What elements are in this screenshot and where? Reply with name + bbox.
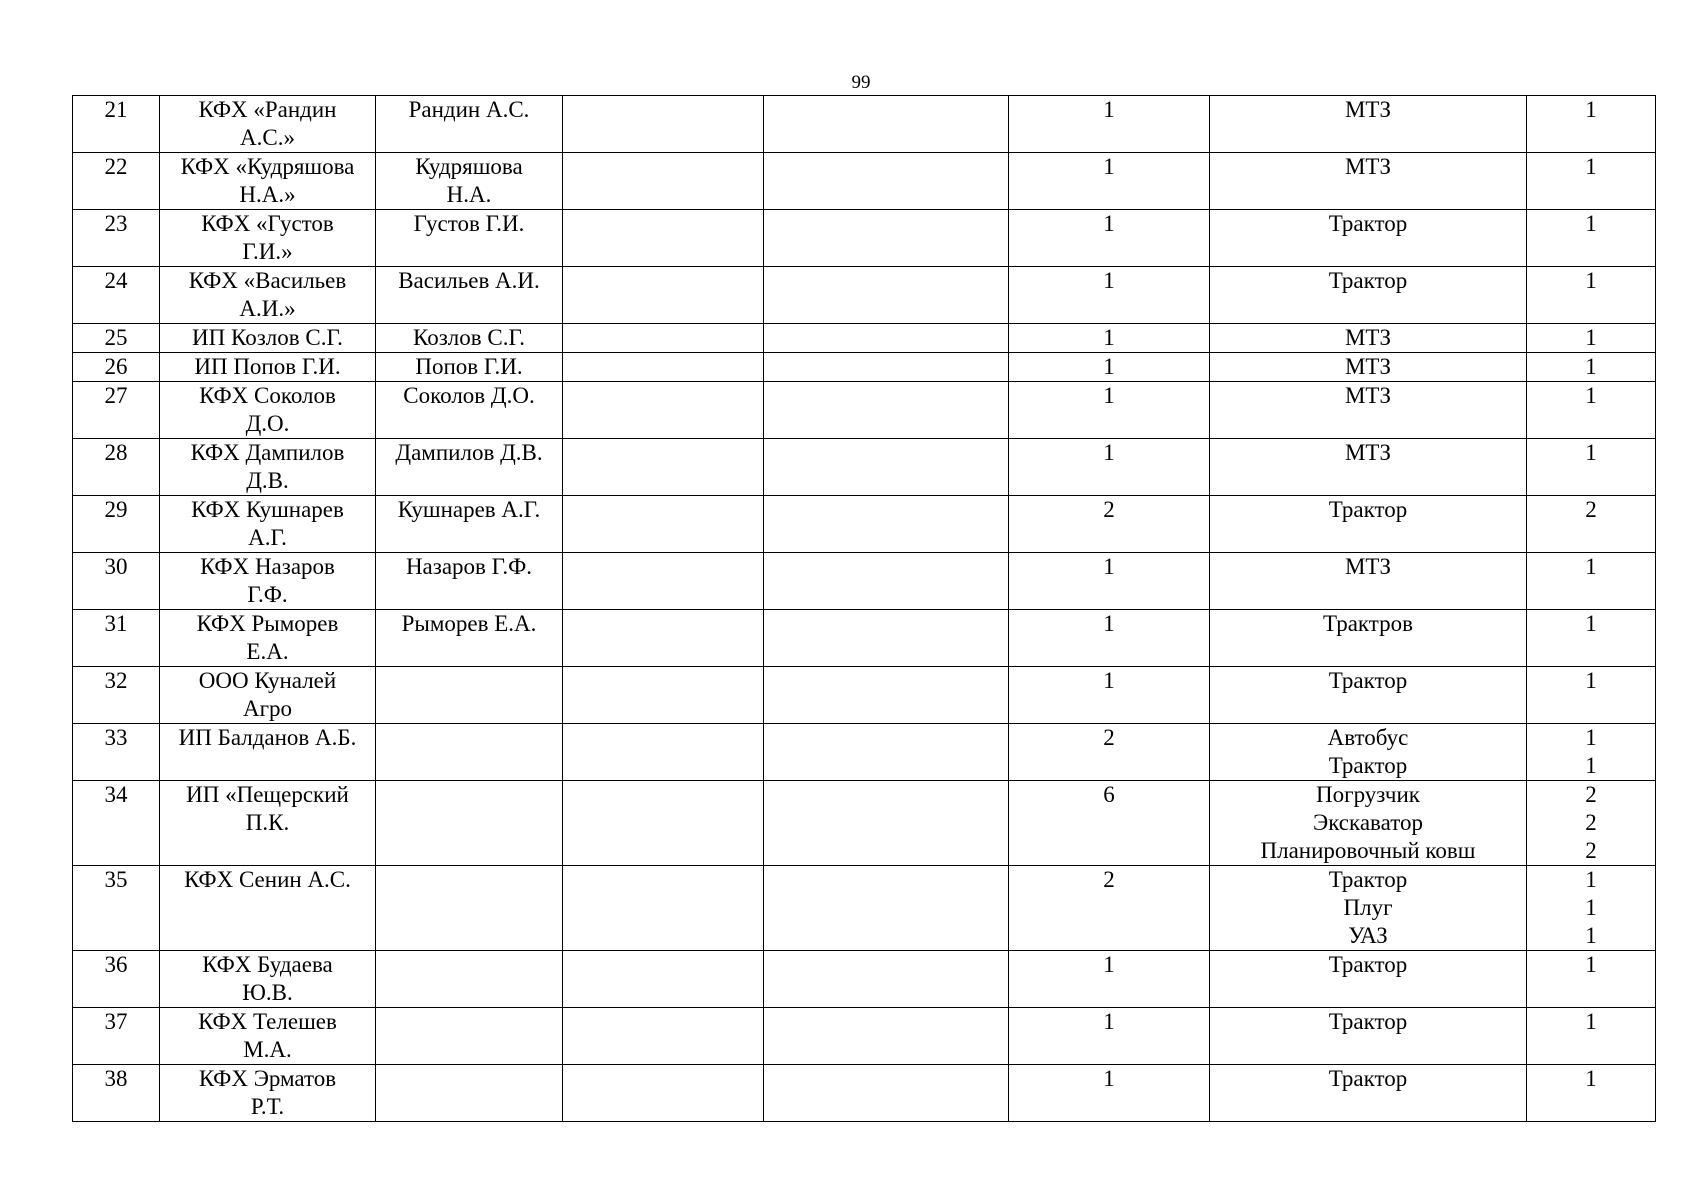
equipment-count-cell: 1 — [1527, 96, 1656, 153]
empty-cell — [764, 496, 1009, 553]
equipment-cell: Трактор — [1210, 667, 1527, 724]
organization-cell: ИП Балданов А.Б. — [160, 724, 376, 781]
head-name-cell: Назаров Г.Ф. — [376, 553, 563, 610]
quantity-cell: 1 — [1009, 610, 1210, 667]
head-name-cell: Соколов Д.О. — [376, 382, 563, 439]
equipment-count-cell: 2 2 2 — [1527, 781, 1656, 866]
equipment-count-cell: 1 — [1527, 382, 1656, 439]
equipment-count-cell: 1 — [1527, 667, 1656, 724]
empty-cell — [563, 153, 764, 210]
quantity-cell: 1 — [1009, 324, 1210, 353]
empty-cell — [764, 267, 1009, 324]
head-name-cell: Козлов С.Г. — [376, 324, 563, 353]
empty-cell — [764, 610, 1009, 667]
row-number-cell: 34 — [73, 781, 160, 866]
equipment-cell: Погрузчик Экскаватор Планировочный ковш — [1210, 781, 1527, 866]
organization-cell: КФХ «Густов Г.И.» — [160, 210, 376, 267]
empty-cell — [563, 496, 764, 553]
equipment-count-cell: 1 1 — [1527, 724, 1656, 781]
equipment-count-cell: 1 — [1527, 1065, 1656, 1122]
empty-cell — [764, 439, 1009, 496]
empty-cell — [563, 951, 764, 1008]
quantity-cell: 1 — [1009, 382, 1210, 439]
equipment-cell: Трактор — [1210, 267, 1527, 324]
empty-cell — [563, 667, 764, 724]
equipment-cell: МТЗ — [1210, 153, 1527, 210]
head-name-cell — [376, 1065, 563, 1122]
quantity-cell: 1 — [1009, 1008, 1210, 1065]
quantity-cell: 1 — [1009, 96, 1210, 153]
row-number-cell: 32 — [73, 667, 160, 724]
organization-cell: КФХ «Рандин А.С.» — [160, 96, 376, 153]
empty-cell — [764, 724, 1009, 781]
table-row — [73, 667, 1656, 724]
equipment-cell: Трактор — [1210, 496, 1527, 553]
organization-cell: КФХ Телешев М.А. — [160, 1008, 376, 1065]
table-row — [73, 96, 1656, 153]
row-number-cell: 33 — [73, 724, 160, 781]
quantity-cell: 1 — [1009, 267, 1210, 324]
equipment-count-cell: 1 — [1527, 1008, 1656, 1065]
table-row — [73, 1065, 1656, 1122]
table-row — [73, 353, 1656, 382]
table-row — [73, 781, 1656, 866]
quantity-cell: 1 — [1009, 951, 1210, 1008]
table-row — [73, 496, 1656, 553]
equipment-cell: МТЗ — [1210, 324, 1527, 353]
quantity-cell: 1 — [1009, 1065, 1210, 1122]
quantity-cell: 1 — [1009, 353, 1210, 382]
equipment-cell: Автобус Трактор — [1210, 724, 1527, 781]
empty-cell — [563, 267, 764, 324]
quantity-cell: 1 — [1009, 153, 1210, 210]
equipment-count-cell: 2 — [1527, 496, 1656, 553]
row-number-cell: 30 — [73, 553, 160, 610]
quantity-cell: 6 — [1009, 781, 1210, 866]
row-number-cell: 36 — [73, 951, 160, 1008]
equipment-cell: МТЗ — [1210, 96, 1527, 153]
row-number-cell: 35 — [73, 866, 160, 951]
equipment-count-cell: 1 — [1527, 610, 1656, 667]
quantity-cell: 2 — [1009, 866, 1210, 951]
equipment-cell: МТЗ — [1210, 439, 1527, 496]
empty-cell — [563, 1008, 764, 1065]
empty-cell — [563, 610, 764, 667]
empty-cell — [563, 353, 764, 382]
organization-cell: ИП Козлов С.Г. — [160, 324, 376, 353]
organization-cell: КФХ «Кудряшова Н.А.» — [160, 153, 376, 210]
empty-cell — [563, 324, 764, 353]
row-number-cell: 21 — [73, 96, 160, 153]
equipment-count-cell: 1 — [1527, 153, 1656, 210]
table-row — [73, 1008, 1656, 1065]
head-name-cell — [376, 781, 563, 866]
equipment-count-cell: 1 — [1527, 353, 1656, 382]
table-row — [73, 866, 1656, 951]
empty-cell — [563, 382, 764, 439]
head-name-cell — [376, 866, 563, 951]
organization-cell: КФХ Соколов Д.О. — [160, 382, 376, 439]
quantity-cell: 1 — [1009, 210, 1210, 267]
empty-cell — [764, 951, 1009, 1008]
row-number-cell: 29 — [73, 496, 160, 553]
head-name-cell: Васильев А.И. — [376, 267, 563, 324]
head-name-cell — [376, 667, 563, 724]
table-row — [73, 382, 1656, 439]
head-name-cell — [376, 1008, 563, 1065]
empty-cell — [563, 553, 764, 610]
table-row — [73, 610, 1656, 667]
equipment-cell: Трактор Плуг УАЗ — [1210, 866, 1527, 951]
equipment-count-cell: 1 — [1527, 324, 1656, 353]
organization-cell: КФХ Дампилов Д.В. — [160, 439, 376, 496]
empty-cell — [764, 866, 1009, 951]
organization-cell: КФХ Будаева Ю.В. — [160, 951, 376, 1008]
head-name-cell: Попов Г.И. — [376, 353, 563, 382]
organization-cell: КФХ Кушнарев А.Г. — [160, 496, 376, 553]
head-name-cell — [376, 951, 563, 1008]
organization-cell: КФХ «Васильев А.И.» — [160, 267, 376, 324]
head-name-cell: Густов Г.И. — [376, 210, 563, 267]
row-number-cell: 23 — [73, 210, 160, 267]
row-number-cell: 37 — [73, 1008, 160, 1065]
empty-cell — [563, 866, 764, 951]
table-row — [73, 210, 1656, 267]
empty-cell — [563, 210, 764, 267]
row-number-cell: 25 — [73, 324, 160, 353]
row-number-cell: 26 — [73, 353, 160, 382]
page-number: 99 — [851, 72, 871, 93]
equipment-cell: МТЗ — [1210, 353, 1527, 382]
empty-cell — [563, 439, 764, 496]
equipment-cell: Трактор — [1210, 1008, 1527, 1065]
table-row — [73, 153, 1656, 210]
equipment-cell: МТЗ — [1210, 553, 1527, 610]
quantity-cell: 1 — [1009, 553, 1210, 610]
table-body — [73, 96, 1656, 1122]
quantity-cell: 1 — [1009, 439, 1210, 496]
empty-cell — [764, 667, 1009, 724]
row-number-cell: 24 — [73, 267, 160, 324]
empty-cell — [764, 153, 1009, 210]
equipment-cell: Трактор — [1210, 1065, 1527, 1122]
empty-cell — [764, 96, 1009, 153]
row-number-cell: 28 — [73, 439, 160, 496]
table-row — [73, 439, 1656, 496]
head-name-cell: Кушнарев А.Г. — [376, 496, 563, 553]
equipment-table — [72, 95, 1656, 1122]
head-name-cell: Рыморев Е.А. — [376, 610, 563, 667]
row-number-cell: 38 — [73, 1065, 160, 1122]
empty-cell — [764, 1065, 1009, 1122]
head-name-cell: Дампилов Д.В. — [376, 439, 563, 496]
empty-cell — [764, 1008, 1009, 1065]
quantity-cell: 2 — [1009, 724, 1210, 781]
equipment-count-cell: 1 — [1527, 210, 1656, 267]
table-row — [73, 724, 1656, 781]
table-row — [73, 553, 1656, 610]
equipment-cell: Трактров — [1210, 610, 1527, 667]
quantity-cell: 1 — [1009, 667, 1210, 724]
organization-cell: КФХ Эрматов Р.Т. — [160, 1065, 376, 1122]
empty-cell — [563, 1065, 764, 1122]
head-name-cell — [376, 724, 563, 781]
table-row — [73, 951, 1656, 1008]
equipment-count-cell: 1 — [1527, 553, 1656, 610]
empty-cell — [563, 96, 764, 153]
empty-cell — [764, 781, 1009, 866]
organization-cell: КФХ Назаров Г.Ф. — [160, 553, 376, 610]
empty-cell — [764, 553, 1009, 610]
row-number-cell: 22 — [73, 153, 160, 210]
quantity-cell: 2 — [1009, 496, 1210, 553]
table-row — [73, 267, 1656, 324]
row-number-cell: 31 — [73, 610, 160, 667]
organization-cell: ИП Попов Г.И. — [160, 353, 376, 382]
empty-cell — [764, 382, 1009, 439]
empty-cell — [764, 324, 1009, 353]
head-name-cell: Кудряшова Н.А. — [376, 153, 563, 210]
organization-cell: ООО Куналей Агро — [160, 667, 376, 724]
equipment-count-cell: 1 — [1527, 267, 1656, 324]
row-number-cell: 27 — [73, 382, 160, 439]
empty-cell — [563, 781, 764, 866]
table-row — [73, 324, 1656, 353]
equipment-cell: МТЗ — [1210, 382, 1527, 439]
equipment-cell: Трактор — [1210, 951, 1527, 1008]
equipment-count-cell: 1 1 1 — [1527, 866, 1656, 951]
organization-cell: КФХ Рыморев Е.А. — [160, 610, 376, 667]
head-name-cell: Рандин А.С. — [376, 96, 563, 153]
equipment-count-cell: 1 — [1527, 439, 1656, 496]
organization-cell: ИП «Пещерский П.К. — [160, 781, 376, 866]
empty-cell — [764, 210, 1009, 267]
organization-cell: КФХ Сенин А.С. — [160, 866, 376, 951]
equipment-count-cell: 1 — [1527, 951, 1656, 1008]
equipment-cell: Трактор — [1210, 210, 1527, 267]
empty-cell — [563, 724, 764, 781]
empty-cell — [764, 353, 1009, 382]
